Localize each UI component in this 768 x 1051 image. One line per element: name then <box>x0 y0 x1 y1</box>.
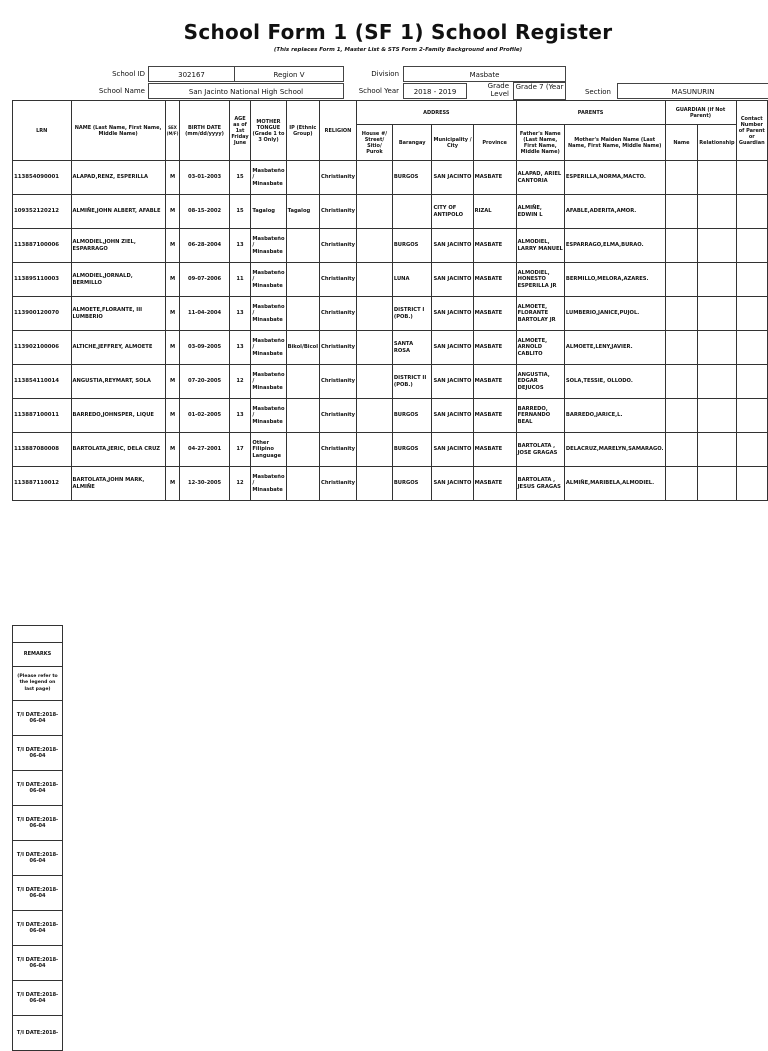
form-subtitle: (This replaces Form 1, Master List & STS Form 2-Family Background and Profile) <box>273 47 523 53</box>
ip-cell <box>286 297 319 331</box>
ip-cell <box>286 161 319 195</box>
house-cell <box>357 161 393 195</box>
lrn-cell: 113902100006 <box>13 331 72 365</box>
col-address: ADDRESS <box>357 101 517 125</box>
mother-cell: DELACRUZ,MARELYN,SAMARAGO. <box>564 433 665 467</box>
remarks-entry: T/I DATE:2018-06-04 <box>13 981 63 1016</box>
school-year-value: 2018 - 2019 <box>403 83 467 99</box>
lrn-cell: 113887100011 <box>13 399 72 433</box>
col-birth-date: BIRTH DATE (mm/dd/yyyy) <box>180 101 229 161</box>
birth-date-cell: 06-28-2004 <box>180 229 229 263</box>
house-cell <box>357 229 393 263</box>
lrn-cell: 113854090001 <box>13 161 72 195</box>
school-id-value: 302167 <box>148 66 235 82</box>
col-contact: Contact Number of Parent or Guardian <box>736 101 767 161</box>
religion-cell: Christianity <box>320 399 357 433</box>
barangay-cell: SANTA ROSA <box>392 331 432 365</box>
guardian-relationship-cell <box>698 365 736 399</box>
municipality-cell: SAN JACINTO <box>432 263 473 297</box>
father-cell: BARREDO, FERNANDO BEAL <box>516 399 564 433</box>
lrn-cell: 113854110014 <box>13 365 72 399</box>
school-year-label: School Year <box>358 87 399 95</box>
sex-cell: M <box>165 161 180 195</box>
birth-date-cell: 04-27-2001 <box>180 433 229 467</box>
mother-cell: BARREDO,JARICE,L. <box>564 399 665 433</box>
religion-cell: Christianity <box>320 297 357 331</box>
religion-cell: Christianity <box>320 433 357 467</box>
house-cell <box>357 331 393 365</box>
house-cell <box>357 297 393 331</box>
father-cell: ALMODIEL, HONESTO ESPERILLA JR <box>516 263 564 297</box>
name-cell: BARTOLATA,JOHN MARK, ALMIÑE <box>71 467 165 501</box>
barangay-cell: BURGOS <box>392 433 432 467</box>
barangay-cell: DISTRICT I (POB.) <box>392 297 432 331</box>
guardian-relationship-cell <box>698 331 736 365</box>
remarks-entry: T/I DATE:2018- <box>13 1016 63 1051</box>
ip-cell: Tagalog <box>286 195 319 229</box>
religion-cell: Christianity <box>320 195 357 229</box>
name-cell: ALMIÑE,JOHN ALBERT, AFABLE <box>71 195 165 229</box>
student-row <box>13 161 768 195</box>
contact-cell <box>736 195 767 229</box>
section-label: Section <box>584 88 611 96</box>
religion-cell: Christianity <box>320 365 357 399</box>
religion-cell: Christianity <box>320 263 357 297</box>
mother-tongue-cell: Other Filipino Language <box>251 433 286 467</box>
age-cell: 15 <box>229 161 251 195</box>
col-mother: Mother's Maiden Name (Last Name, First Name, Middle Name) <box>564 125 665 161</box>
religion-cell: Christianity <box>320 161 357 195</box>
sex-cell: M <box>165 229 180 263</box>
guardian-name-cell <box>665 195 698 229</box>
remarks-entry: T/I DATE:2018-06-04 <box>13 911 63 946</box>
municipality-cell: SAN JACINTO <box>432 467 473 501</box>
remarks-note: (Please refer to the legend on last page) <box>13 667 63 701</box>
province-cell: MASBATE <box>473 297 516 331</box>
remarks-table <box>12 625 63 1051</box>
col-guardian-name: Name <box>665 125 698 161</box>
ip-cell <box>286 229 319 263</box>
father-cell: ALMIÑE, EDWIN L <box>516 195 564 229</box>
age-cell: 13 <box>229 297 251 331</box>
col-father: Father's Name (Last Name, First Name, Middle Name) <box>516 125 564 161</box>
guardian-relationship-cell <box>698 229 736 263</box>
student-row <box>13 263 768 297</box>
remarks-entry: T/I DATE:2018-06-04 <box>13 701 63 736</box>
barangay-cell <box>392 195 432 229</box>
province-cell: MASBATE <box>473 433 516 467</box>
province-cell: MASBATE <box>473 399 516 433</box>
municipality-cell: SAN JACINTO <box>432 365 473 399</box>
student-row <box>13 467 768 501</box>
mother-tongue-cell: Tagalog <box>251 195 286 229</box>
guardian-relationship-cell <box>698 195 736 229</box>
province-cell: RIZAL <box>473 195 516 229</box>
birth-date-cell: 01-02-2005 <box>180 399 229 433</box>
school-name-label: School Name <box>98 87 145 95</box>
age-cell: 12 <box>229 365 251 399</box>
municipality-cell: CITY OF ANTIPOLO <box>432 195 473 229</box>
contact-cell <box>736 229 767 263</box>
guardian-relationship-cell <box>698 263 736 297</box>
father-cell: ALAPAD, ARIEL CANTORIA <box>516 161 564 195</box>
division-label: Division <box>371 70 399 78</box>
guardian-relationship-cell <box>698 433 736 467</box>
grade-level-value: Grade 7 (Year <box>513 82 566 100</box>
mother-cell: ALMOETE,LENY,JAVIER. <box>564 331 665 365</box>
sex-cell: M <box>165 365 180 399</box>
contact-cell <box>736 467 767 501</box>
lrn-cell: 109352120212 <box>13 195 72 229</box>
birth-date-cell: 03-01-2003 <box>180 161 229 195</box>
mother-tongue-cell: Masbateño / Minasbate <box>251 365 286 399</box>
lrn-cell: 113887110012 <box>13 467 72 501</box>
age-cell: 15 <box>229 195 251 229</box>
student-row <box>13 399 768 433</box>
barangay-cell: BURGOS <box>392 467 432 501</box>
municipality-cell: SAN JACINTO <box>432 297 473 331</box>
father-cell: ALMOETE, FLORANTE BARTOLAY JR <box>516 297 564 331</box>
student-row <box>13 331 768 365</box>
grade-level-label: Grade Level <box>487 82 509 98</box>
house-cell <box>357 263 393 297</box>
name-cell: ALAPAD,RENZ, ESPERILLA <box>71 161 165 195</box>
student-row <box>13 297 768 331</box>
name-cell: ALTICHE,JEFFREY, ALMOETE <box>71 331 165 365</box>
mother-cell: BERMILLO,MELORA,AZARES. <box>564 263 665 297</box>
mother-tongue-cell: Masbateño / Minasbate <box>251 161 286 195</box>
guardian-name-cell <box>665 433 698 467</box>
lrn-cell: 113887100006 <box>13 229 72 263</box>
lrn-cell: 113895110003 <box>13 263 72 297</box>
barangay-cell: BURGOS <box>392 161 432 195</box>
birth-date-cell: 07-20-2005 <box>180 365 229 399</box>
col-lrn: LRN <box>13 101 72 161</box>
sex-cell: M <box>165 195 180 229</box>
sex-cell: M <box>165 263 180 297</box>
contact-cell <box>736 399 767 433</box>
province-cell: MASBATE <box>473 229 516 263</box>
house-cell <box>357 195 393 229</box>
age-cell: 12 <box>229 467 251 501</box>
name-cell: ANGUSTIA,REYMART, SOLA <box>71 365 165 399</box>
barangay-cell: BURGOS <box>392 399 432 433</box>
father-cell: BARTOLATA , JESUS GRAGAS <box>516 467 564 501</box>
col-province: Province <box>473 125 516 161</box>
municipality-cell: SAN JACINTO <box>432 399 473 433</box>
barangay-cell: DISTRICT II (POB.) <box>392 365 432 399</box>
birth-date-cell: 03-09-2005 <box>180 331 229 365</box>
father-cell: ALMOETE, ARNOLD CABLITO <box>516 331 564 365</box>
age-cell: 13 <box>229 331 251 365</box>
sex-cell: M <box>165 467 180 501</box>
col-religion: RELIGION <box>320 101 357 161</box>
name-cell: BARREDO,JOHNSPER, LIQUE <box>71 399 165 433</box>
barangay-cell: LUNA <box>392 263 432 297</box>
sex-cell: M <box>165 433 180 467</box>
col-mother-tongue: MOTHER TONGUE (Grade 1 to 3 Only) <box>251 101 286 161</box>
guardian-name-cell <box>665 399 698 433</box>
section-value: MASUNURIN <box>617 83 768 99</box>
sex-cell: M <box>165 399 180 433</box>
remarks-entry: T/I DATE:2018-06-04 <box>13 946 63 981</box>
mother-tongue-cell: Masbateño / Minasbate <box>251 297 286 331</box>
student-row <box>13 229 768 263</box>
mother-tongue-cell: Masbateño / Minasbate <box>251 467 286 501</box>
province-cell: MASBATE <box>473 263 516 297</box>
contact-cell <box>736 263 767 297</box>
guardian-relationship-cell <box>698 399 736 433</box>
religion-cell: Christianity <box>320 229 357 263</box>
mother-tongue-cell: Masbateño / Minasbate <box>251 229 286 263</box>
father-cell: ANGUSTIA, EDGAR DEJUCOS <box>516 365 564 399</box>
lrn-cell: 113887080008 <box>13 433 72 467</box>
mother-tongue-cell: Masbateño / Minasbate <box>251 263 286 297</box>
form-title: School Form 1 (SF 1) School Register <box>183 20 613 44</box>
mother-cell: ESPARRAGO,ELMA,BURAO. <box>564 229 665 263</box>
name-cell: ALMOETE,FLORANTE, III LUMBERIO <box>71 297 165 331</box>
remarks-entry: T/I DATE:2018-06-04 <box>13 806 63 841</box>
register-table <box>12 100 768 501</box>
guardian-name-cell <box>665 297 698 331</box>
house-cell <box>357 365 393 399</box>
father-cell: ALMODIEL, LARRY MANUEL <box>516 229 564 263</box>
student-row <box>13 365 768 399</box>
school-name-value: San Jacinto National High School <box>148 83 344 99</box>
col-name: NAME (Last Name, First Name, Middle Name) <box>71 101 165 161</box>
region-value: Region V <box>234 66 344 82</box>
name-cell: ALMODIEL,JOHN ZIEL, ESPARRAGO <box>71 229 165 263</box>
province-cell: MASBATE <box>473 467 516 501</box>
col-barangay: Barangay <box>392 125 432 161</box>
municipality-cell: SAN JACINTO <box>432 433 473 467</box>
mother-tongue-cell: Masbateño / Minasbate <box>251 399 286 433</box>
age-cell: 17 <box>229 433 251 467</box>
student-row <box>13 433 768 467</box>
ip-cell <box>286 365 319 399</box>
contact-cell <box>736 365 767 399</box>
religion-cell: Christianity <box>320 331 357 365</box>
province-cell: MASBATE <box>473 161 516 195</box>
municipality-cell: SAN JACINTO <box>432 331 473 365</box>
mother-cell: ESPERILLA,NORMA,MACTO. <box>564 161 665 195</box>
division-value: Masbate <box>403 66 566 82</box>
guardian-name-cell <box>665 263 698 297</box>
col-sex: SEX (M/F) <box>165 101 180 161</box>
birth-date-cell: 12-30-2005 <box>180 467 229 501</box>
ip-cell <box>286 263 319 297</box>
ip-cell <box>286 433 319 467</box>
lrn-cell: 113900120070 <box>13 297 72 331</box>
ip-cell: Bikol/Bicol <box>286 331 319 365</box>
mother-tongue-cell: Masbateño / Minasbate <box>251 331 286 365</box>
guardian-name-cell <box>665 365 698 399</box>
municipality-cell: SAN JACINTO <box>432 229 473 263</box>
remarks-entry: T/I DATE:2018-06-04 <box>13 736 63 771</box>
barangay-cell: BURGOS <box>392 229 432 263</box>
religion-cell: Christianity <box>320 467 357 501</box>
age-cell: 13 <box>229 399 251 433</box>
student-row <box>13 195 768 229</box>
birth-date-cell: 08-15-2002 <box>180 195 229 229</box>
contact-cell <box>736 331 767 365</box>
birth-date-cell: 11-04-2004 <box>180 297 229 331</box>
remarks-entry: T/I DATE:2018-06-04 <box>13 876 63 911</box>
guardian-name-cell <box>665 331 698 365</box>
guardian-relationship-cell <box>698 467 736 501</box>
name-cell: ALMODIEL,JORNALD, BERMILLO <box>71 263 165 297</box>
sex-cell: M <box>165 331 180 365</box>
ip-cell <box>286 467 319 501</box>
school-id-label: School ID <box>112 70 145 78</box>
guardian-relationship-cell <box>698 161 736 195</box>
mother-cell: LUMBERIO,JANICE,PUJOL. <box>564 297 665 331</box>
house-cell <box>357 399 393 433</box>
guardian-name-cell <box>665 229 698 263</box>
age-cell: 11 <box>229 263 251 297</box>
mother-cell: ALMIÑE,MARIBELA,ALMODIEL. <box>564 467 665 501</box>
mother-cell: AFABLE,ADERITA,AMOR. <box>564 195 665 229</box>
contact-cell <box>736 297 767 331</box>
col-age: AGE as of 1st Friday June <box>229 101 251 161</box>
guardian-name-cell <box>665 161 698 195</box>
col-parents: PARENTS <box>516 101 665 125</box>
birth-date-cell: 09-07-2006 <box>180 263 229 297</box>
col-guardian: GUARDIAN (if Not Parent) <box>665 101 736 125</box>
contact-cell <box>736 161 767 195</box>
house-cell <box>357 467 393 501</box>
municipality-cell: SAN JACINTO <box>432 161 473 195</box>
age-cell: 13 <box>229 229 251 263</box>
father-cell: BARTOLATA , JOSE GRAGAS <box>516 433 564 467</box>
col-ip: IP (Ethnic Group) <box>286 101 319 161</box>
guardian-relationship-cell <box>698 297 736 331</box>
sex-cell: M <box>165 297 180 331</box>
col-guardian-relationship: Relationship <box>698 125 736 161</box>
remarks-entry: T/I DATE:2018-06-04 <box>13 841 63 876</box>
col-house: House #/ Street/ Sitio/ Purok <box>357 125 393 161</box>
guardian-name-cell <box>665 467 698 501</box>
province-cell: MASBATE <box>473 365 516 399</box>
ip-cell <box>286 399 319 433</box>
name-cell: BARTOLATA,JERIC, DELA CRUZ <box>71 433 165 467</box>
house-cell <box>357 433 393 467</box>
contact-cell <box>736 433 767 467</box>
remarks-entry: T/I DATE:2018-06-04 <box>13 771 63 806</box>
mother-cell: SOLA,TESSIE, OLLODO. <box>564 365 665 399</box>
col-municipality: Municipality / City <box>432 125 473 161</box>
remarks-header: REMARKS <box>13 643 63 667</box>
province-cell: MASBATE <box>473 331 516 365</box>
